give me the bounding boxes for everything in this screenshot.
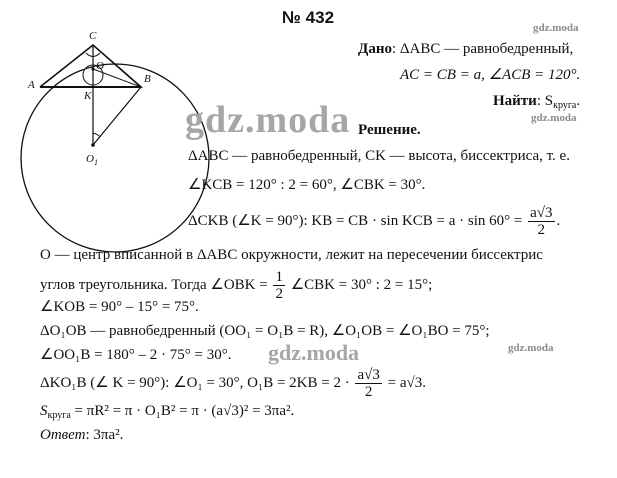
find-sub: круга	[553, 100, 577, 111]
frac-den: 2	[275, 286, 283, 302]
watermark-big: gdz.moda	[185, 99, 351, 141]
l10-rest: = πR² = π · O₁B² = π · (a√3)² = 3πa².	[70, 403, 295, 419]
segment-o1b	[93, 87, 141, 145]
given-label: Дано	[358, 41, 392, 57]
find-label: Найти	[493, 93, 537, 109]
frac-num: a√3	[530, 205, 553, 221]
label-o1-main: O	[86, 153, 94, 165]
find-line	[493, 92, 580, 115]
frac-den: 2	[537, 222, 546, 238]
answer-label: Ответ	[40, 427, 86, 443]
l5-pre: углов треугольника. Тогда ∠OBK =	[40, 276, 268, 293]
fraction-a-sqrt3-over-2-b	[355, 367, 381, 400]
l9-pre: ΔKO₁B (∠ K = 90°): ∠O₁ = 30°, O₁B = 2KB = 2 ·	[40, 374, 350, 391]
watermark-small-2: gdz.moda	[531, 112, 577, 124]
l10-s: S	[40, 403, 48, 419]
solution-title: Решение.	[358, 122, 421, 138]
watermark-small-top: gdz.moda	[533, 22, 579, 34]
label-o1	[86, 153, 98, 167]
find-colon: : S	[536, 93, 554, 109]
label-c: C	[89, 30, 97, 42]
label-o: O	[96, 60, 104, 72]
solution-line-4: O — центр вписанной в ΔABC окружности, лежит на пересечении биссектрис	[40, 247, 543, 263]
solution-line-9	[40, 367, 426, 400]
watermark-small-3: gdz.moda	[508, 342, 554, 354]
circumscribed-circle	[21, 64, 209, 252]
find-end: .	[576, 93, 581, 109]
given-line-2: AC = CB = a, ∠ACB = 120°.	[400, 67, 581, 83]
solution-line-8: ∠OO₁B = 180° – 2 · 75° = 30°.	[40, 347, 232, 363]
solution-line-6: ∠KOB = 90° – 15° = 75°.	[40, 299, 199, 315]
solution-line-3	[188, 205, 560, 238]
angle-arc-o1	[93, 133, 100, 137]
solution-line-2: ∠KCB = 120° : 2 = 60°, ∠CBK = 30°.	[188, 177, 426, 193]
point-o	[91, 67, 94, 70]
frac-num: a√3	[357, 367, 380, 383]
solution-line-10	[40, 402, 294, 425]
point-o1	[91, 143, 95, 147]
label-k: K	[84, 90, 92, 102]
l10-sub: круга	[47, 410, 71, 421]
l3-end: .	[556, 212, 561, 229]
answer-rest: : 3πa².	[85, 427, 124, 443]
answer-line	[40, 426, 123, 444]
given-line1-text: : ΔABC — равнобедренный,	[391, 41, 574, 57]
fraction-one-half	[273, 269, 285, 302]
triangle-abc	[40, 45, 141, 87]
frac-num: 1	[275, 269, 283, 285]
l9-post: = a√3.	[387, 374, 426, 391]
label-b: B	[144, 73, 151, 85]
label-a: A	[28, 79, 35, 91]
problem-number: № 432	[282, 8, 335, 27]
fraction-a-sqrt3-over-2	[528, 205, 554, 238]
watermark-mid: gdz.moda	[268, 340, 360, 365]
l3-pre: ΔCKB (∠K = 90°): KB = CB · sin KCB = a · sin 60° =	[188, 212, 523, 229]
solution-line-1: ΔABC — равнобедренный, CK — высота, биссектриса, т. е.	[188, 148, 570, 164]
label-o1-sub: 1	[93, 158, 98, 167]
l5-post: ∠CBK = 30° : 2 = 15°;	[290, 276, 433, 293]
solution-line-7: ΔO₁OB — равнобедренный (OO₁ = O₁B = R), ∠O₁OB = ∠O₁BO = 75°;	[40, 323, 490, 339]
given-line-1	[358, 40, 573, 58]
frac-den: 2	[364, 384, 373, 400]
